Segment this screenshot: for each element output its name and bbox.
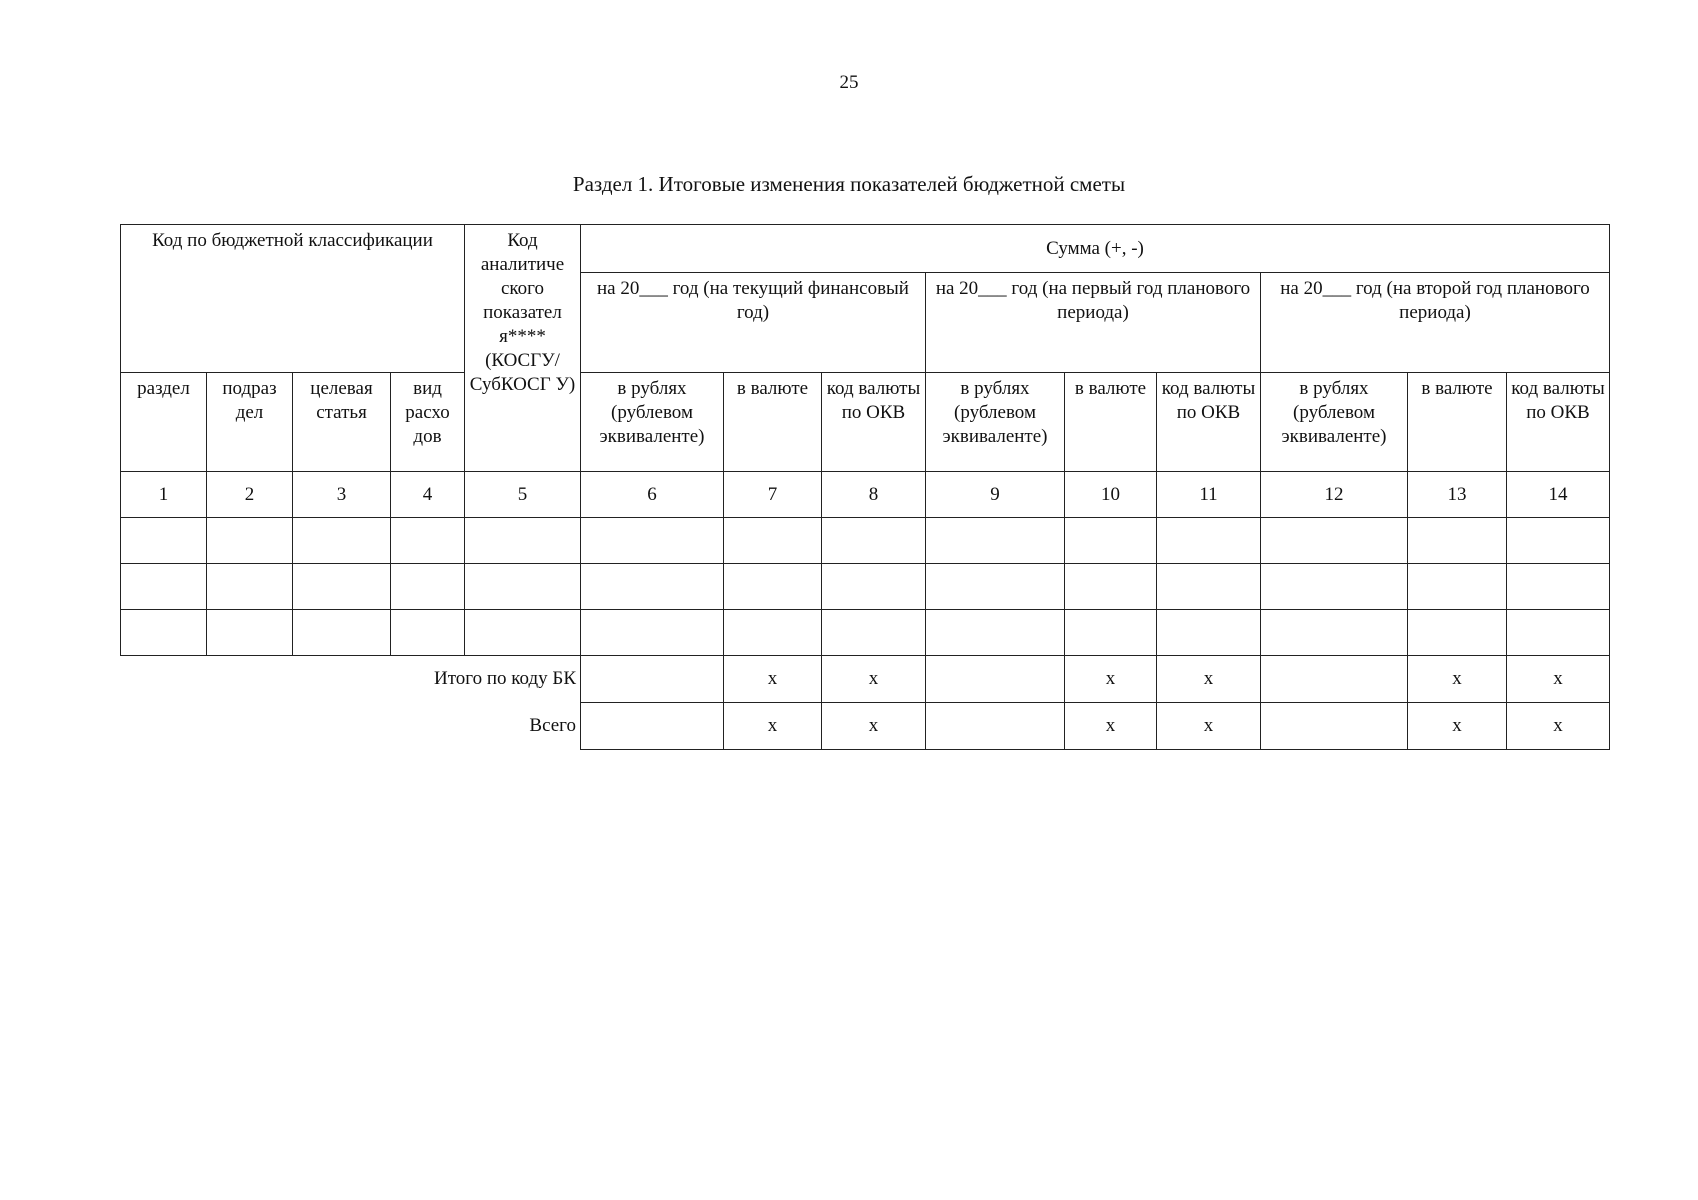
header-celevaya-statya: целевая статья <box>293 373 391 472</box>
table-cell <box>1408 610 1507 656</box>
table-cell <box>1157 518 1261 564</box>
itogo-label: Итого по коду БК <box>434 668 576 690</box>
table-cell <box>926 564 1065 610</box>
table-cell <box>1065 518 1157 564</box>
table-cell <box>581 564 724 610</box>
itogo-rub-1 <box>581 656 724 703</box>
table-cell <box>293 610 391 656</box>
column-number: 2 <box>207 472 293 518</box>
table-cell <box>1065 610 1157 656</box>
table-cell <box>1408 564 1507 610</box>
header-vid-rashodov: вид расхо дов <box>391 373 465 472</box>
table-cell <box>465 518 581 564</box>
header-rub-2: в рублях (рублевом эквиваленте) <box>926 373 1065 472</box>
header-val-1: в валюте <box>724 373 822 472</box>
vsego-mark: х <box>724 703 822 750</box>
table-cell <box>724 518 822 564</box>
column-number: 12 <box>1261 472 1408 518</box>
table-cell <box>207 518 293 564</box>
table-cell <box>465 564 581 610</box>
header-val-3: в валюте <box>1408 373 1507 472</box>
table-cell <box>926 518 1065 564</box>
table-cell <box>1507 518 1610 564</box>
table-cell <box>207 564 293 610</box>
column-number: 7 <box>724 472 822 518</box>
vsego-mark: х <box>1065 703 1157 750</box>
table-cell <box>822 518 926 564</box>
table-cell <box>581 518 724 564</box>
header-bk-code: Код по бюджетной классификации <box>121 225 465 373</box>
column-number: 4 <box>391 472 465 518</box>
section-title: Раздел 1. Итоговые изменения показателей бюджетной сметы <box>572 172 1126 196</box>
vsego-label: Всего <box>529 715 576 736</box>
table-cell <box>1261 610 1408 656</box>
table-cell <box>293 564 391 610</box>
table-row <box>121 610 1610 656</box>
header-year-first-planning: на 20___ год (на первый год планового периода) <box>926 273 1261 373</box>
table-cell <box>465 610 581 656</box>
vsego-mark: х <box>1408 703 1507 750</box>
column-number: 14 <box>1507 472 1610 518</box>
itogo-mark: х <box>1065 656 1157 703</box>
table-cell <box>1408 518 1507 564</box>
header-sum: Сумма (+, -) <box>581 225 1610 273</box>
table-cell <box>1261 518 1408 564</box>
table-cell <box>391 610 465 656</box>
table-row <box>121 518 1610 564</box>
header-razdel: раздел <box>121 373 207 472</box>
column-number: 3 <box>293 472 391 518</box>
header-analytic-code: Код аналитиче ского показател я**** (КОСГУ/ СубКОСГ У) <box>465 225 581 472</box>
table-cell <box>207 610 293 656</box>
itogo-mark: х <box>724 656 822 703</box>
header-val-2: в валюте <box>1065 373 1157 472</box>
itogo-mark: х <box>1408 656 1507 703</box>
vsego-row <box>121 703 1610 750</box>
column-number: 8 <box>822 472 926 518</box>
column-number: 13 <box>1408 472 1507 518</box>
column-number-row <box>121 472 1610 518</box>
table-cell <box>1065 564 1157 610</box>
itogo-mark: х <box>822 656 926 703</box>
table-cell <box>724 610 822 656</box>
header-year-current: на 20___ год (на текущий финансовый год) <box>581 273 926 373</box>
column-number: 5 <box>465 472 581 518</box>
header-year-second-planning: на 20___ год (на второй год планового периода) <box>1261 273 1610 373</box>
table-cell <box>121 564 207 610</box>
vsego-rub-3 <box>1261 703 1408 750</box>
table-row <box>121 564 1610 610</box>
vsego-rub-1 <box>581 703 724 750</box>
itogo-mark: х <box>1507 656 1610 703</box>
header-rub-1: в рублях (рублевом эквиваленте) <box>581 373 724 472</box>
table-cell <box>391 518 465 564</box>
column-number: 6 <box>581 472 724 518</box>
vsego-mark: х <box>1157 703 1261 750</box>
vsego-mark: х <box>1507 703 1610 750</box>
column-number: 10 <box>1065 472 1157 518</box>
header-okv-3: код валюты по ОКВ <box>1507 373 1610 472</box>
header-okv-2: код валюты по ОКВ <box>1157 373 1261 472</box>
itogo-rub-2 <box>926 656 1065 703</box>
header-rub-3: в рублях (рублевом эквиваленте) <box>1261 373 1408 472</box>
column-number: 9 <box>926 472 1065 518</box>
table-cell <box>822 564 926 610</box>
itogo-rub-3 <box>1261 656 1408 703</box>
column-number: 11 <box>1157 472 1261 518</box>
column-number: 1 <box>121 472 207 518</box>
table-cell <box>1157 610 1261 656</box>
table-cell <box>822 610 926 656</box>
table-cell <box>926 610 1065 656</box>
vsego-mark: х <box>822 703 926 750</box>
table-cell <box>581 610 724 656</box>
itogo-row <box>121 656 1610 703</box>
table-cell <box>391 564 465 610</box>
table-cell <box>724 564 822 610</box>
table-cell <box>121 518 207 564</box>
table-cell <box>1157 564 1261 610</box>
page-number: 25 <box>839 72 859 93</box>
budget-table <box>120 224 1610 750</box>
table-cell <box>1261 564 1408 610</box>
table-cell <box>1507 564 1610 610</box>
header-okv-1: код валюты по ОКВ <box>822 373 926 472</box>
table-cell <box>1507 610 1610 656</box>
header-podrazdel: подраз дел <box>207 373 293 472</box>
table-cell <box>121 610 207 656</box>
itogo-mark: х <box>1157 656 1261 703</box>
vsego-rub-2 <box>926 703 1065 750</box>
table-cell <box>293 518 391 564</box>
